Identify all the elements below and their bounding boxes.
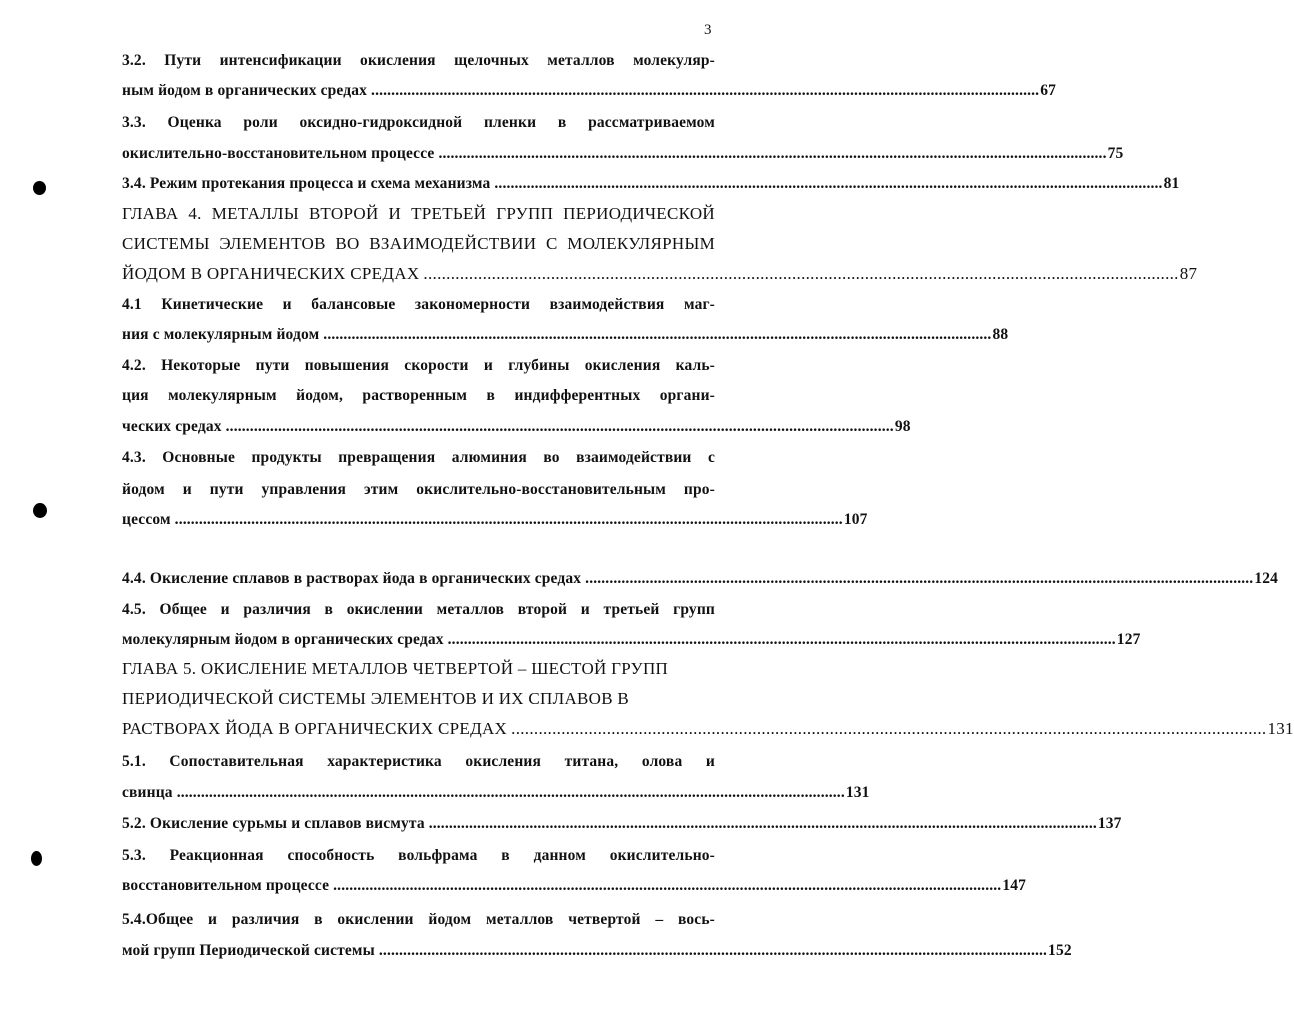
toc-page-ref: 124: [1254, 570, 1279, 587]
toc-text: окислительно-восстановительном процессе: [122, 145, 435, 162]
toc-page-ref: 81: [1163, 175, 1180, 192]
toc-page-ref: 87: [1179, 264, 1198, 283]
toc-text: ния с молекулярным йодом: [122, 326, 320, 343]
toc-entry-4-1-line-2: ния с молекулярным йодом ...................................................................................................................................................................... 88: [122, 326, 1009, 343]
punch-hole-top: [33, 181, 46, 195]
toc-entry-5-1-line-1: 5.1. Сопоставительная характеристика окисления титана, олова и: [122, 753, 715, 770]
chapter-4-title-line-1: ГЛАВА 4. МЕТАЛЛЫ ВТОРОЙ И ТРЕТЬЕЙ ГРУПП ПЕРИОДИЧЕСКОЙ: [122, 204, 715, 223]
toc-entry-3-4: 3.4. Режим протекания процесса и схема механизма ...................................................................................................................................................................... 81: [122, 175, 1180, 192]
toc-entry-4-5-line-1: 4.5. Общее и различия в окислении металлов второй и третьей групп: [122, 601, 715, 618]
toc-page-ref: 131: [845, 784, 870, 801]
toc-entry-5-3-line-2: восстановительном процессе ...................................................................................................................................................................... 147: [122, 877, 1027, 894]
toc-text: 4.4. Окисление сплавов в растворах йода в органических средах: [122, 570, 582, 587]
toc-text: молекулярным йодом в органических средах: [122, 631, 444, 648]
chapter-5-title-line-2: ПЕРИОДИЧЕСКОЙ СИСТЕМЫ ЭЛЕМЕНТОВ И ИХ СПЛАВОВ В: [122, 689, 630, 708]
toc-page-ref: 98: [894, 418, 911, 435]
toc-entry-5-4-line-1: 5.4.Общее и различия в окислении йодом металлов четвертой – вось-: [122, 911, 715, 928]
toc-page-ref: 147: [1002, 877, 1027, 894]
toc-entry-4-3-line-2: йодом и пути управления этим окислительно-восстановительным про-: [122, 481, 715, 498]
toc-page-ref: 152: [1048, 942, 1072, 959]
toc-text: ЙОДОМ В ОРГАНИЧЕСКИХ СРЕДАХ: [122, 264, 420, 283]
toc-text: 3.4. Режим протекания процесса и схема механизма: [122, 175, 491, 192]
chapter-4-title-line-2: СИСТЕМЫ ЭЛЕМЕНТОВ ВО ВЗАИМОДЕЙСТВИИ С МОЛЕКУЛЯРНЫМ: [122, 234, 715, 253]
toc-text: ным йодом в органических средах: [122, 82, 368, 99]
toc-entry-4-2-line-1: 4.2. Некоторые пути повышения скорости и глубины окисления каль-: [122, 357, 715, 374]
toc-text: ческих средах: [122, 418, 222, 435]
chapter-4-title-line-3: ЙОДОМ В ОРГАНИЧЕСКИХ СРЕДАХ ...................................................................................................................................................................... 87: [122, 264, 1198, 283]
toc-page-ref: 107: [843, 511, 868, 528]
page-number: 3: [704, 22, 712, 38]
toc-entry-4-5-line-2: молекулярным йодом в органических средах ...................................................................................................................................................................... 127: [122, 631, 1141, 648]
toc-text: РАСТВОРАХ ЙОДА В ОРГАНИЧЕСКИХ СРЕДАХ: [122, 719, 508, 738]
toc-entry-4-2-line-3: ческих средах ...................................................................................................................................................................... 98: [122, 418, 911, 435]
toc-text: свинца: [122, 784, 173, 801]
chapter-5-title-line-1: ГЛАВА 5. ОКИСЛЕНИЕ МЕТАЛЛОВ ЧЕТВЕРТОЙ – ШЕСТОЙ ГРУПП: [122, 659, 669, 678]
toc-entry-3-2-line-2: ным йодом в органических средах ...................................................................................................................................................................... 67: [122, 82, 1057, 99]
punch-hole-middle: [33, 503, 47, 518]
chapter-5-title-line-3: РАСТВОРАХ ЙОДА В ОРГАНИЧЕСКИХ СРЕДАХ ...................................................................................................................................................................... 131: [122, 719, 1294, 738]
toc-text: мой групп Периодической системы: [122, 942, 375, 959]
toc-page-ref: 88: [992, 326, 1009, 343]
toc-entry-5-3-line-1: 5.3. Реакционная способность вольфрама в данном окислительно-: [122, 847, 715, 864]
toc-entry-4-2-line-2: ция молекулярным йодом, растворенным в индифферентных органи-: [122, 387, 715, 404]
toc-page-ref: 127: [1116, 631, 1141, 648]
toc-page-ref: 131: [1267, 719, 1294, 738]
toc-entry-3-3-line-2: окислительно-восстановительном процессе ...................................................................................................................................................................... 75: [122, 145, 1124, 162]
toc-entry-3-2-line-1: 3.2. Пути интенсификации окисления щелочных металлов молекуляр-: [122, 52, 715, 69]
toc-text: цессом: [122, 511, 171, 528]
toc-page-ref: 75: [1107, 145, 1124, 162]
toc-page-ref: 67: [1040, 82, 1057, 99]
toc-entry-3-3-line-1: 3.3. Оценка роли оксидно-гидроксидной пленки в рассматриваемом: [122, 114, 715, 131]
toc-entry-5-1-line-2: свинца ...................................................................................................................................................................... 131: [122, 784, 870, 801]
toc-entry-5-4-line-2: мой групп Периодической системы ...................................................................................................................................................................... 152: [122, 942, 1072, 959]
toc-entry-4-3-line-3: цессом ...................................................................................................................................................................... 107: [122, 511, 868, 528]
toc-text: восстановительном процессе: [122, 877, 330, 894]
toc-text: 5.2. Окисление сурьмы и сплавов висмута: [122, 815, 425, 832]
toc-page-ref: 137: [1097, 815, 1122, 832]
toc-entry-5-2: 5.2. Окисление сурьмы и сплавов висмута ...................................................................................................................................................................... 137: [122, 815, 1122, 832]
toc-entry-4-1-line-1: 4.1 Кинетические и балансовые закономерности взаимодействия маг-: [122, 296, 715, 313]
toc-entry-4-3-line-1: 4.3. Основные продукты превращения алюминия во взаимодействии с: [122, 449, 715, 466]
punch-hole-bottom: [31, 851, 42, 866]
toc-entry-4-4: 4.4. Окисление сплавов в растворах йода в органических средах ...................................................................................................................................................................... 124: [122, 570, 1279, 587]
